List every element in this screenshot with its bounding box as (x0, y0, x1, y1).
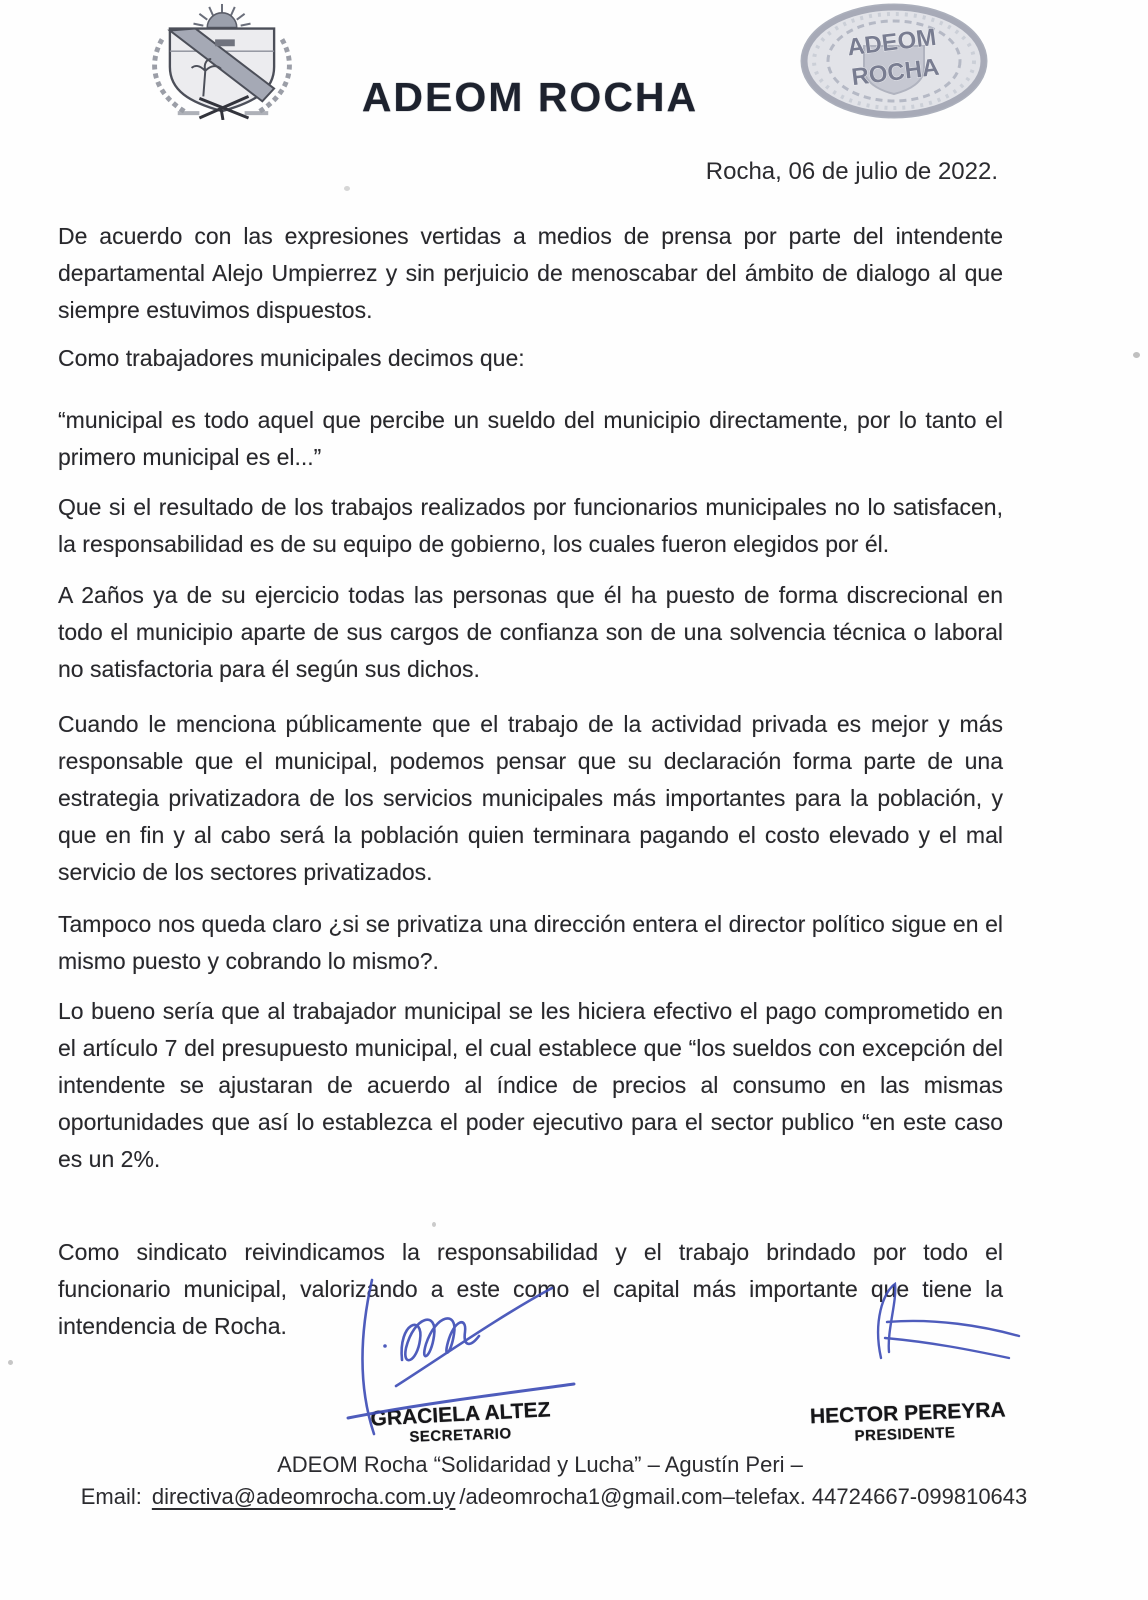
email-address-secondary-telefax: /adeomrocha1@gmail.com–telefax. 44724667-099810643 (459, 1484, 1028, 1509)
seal-text-line2: ROCHA (850, 53, 941, 92)
footer-contact-line (0, 1484, 1108, 1510)
paragraph-2: Como trabajadores municipales decimos que: (58, 345, 525, 371)
president-name: HECTOR PEREYRA (809, 1398, 1006, 1429)
paragraph-5: A 2años ya de su ejercicio todas las personas que él ha puesto de forma discrecional en todo el municipio aparte de sus cargos de confianza son de una solvencia técnica o laboral no satisfactoria para él según sus dichos. (58, 582, 1003, 682)
scan-speck (1133, 352, 1140, 358)
scan-speck (432, 1222, 436, 1227)
seal-text-line1: ADEOM (845, 23, 938, 62)
paragraph-6: Cuando le menciona públicamente que el trabajo de la actividad privada es mejor y más responsable que el municipal, podemos pensar que su declaración forma parte de una estrategia privatizadora de los servicios municipales más importantes para la población, y que en fin y al cabo será la población quien terminara pagando el costo elevado y el mal servicio de los sectores privatizados. (58, 711, 1003, 885)
paragraph-4: Que si el resultado de los trabajos realizados por funcionarios municipales no lo satisfacen, la responsabilidad es de su equipo de gobierno, los cuales fueron elegidos por él. (58, 494, 1003, 557)
scan-speck (8, 1360, 13, 1365)
secretary-name: GRACIELA ALTEZ (369, 1398, 551, 1431)
secretary-signature-icon (340, 1272, 580, 1440)
email-address-primary: directiva@adeomrocha.com.uy (151, 1484, 456, 1509)
president-role: PRESIDENTE (854, 1424, 956, 1445)
paragraph-7: Tampoco nos queda claro ¿si se privatiza una dirección entera el director político sigue en el mismo puesto y cobrando lo mismo?. (58, 911, 1003, 974)
scan-speck (344, 186, 350, 191)
email-label: Email: (80, 1484, 142, 1509)
paragraph-3: “municipal es todo aquel que percibe un sueldo del municipio directamente, por lo tanto el primero municipal es el...” (58, 407, 1003, 470)
page-title: ADEOM ROCHA (361, 74, 699, 120)
date-line: Rocha, 06 de julio de 2022. (705, 158, 998, 185)
adeom-rocha-seal-icon (798, 2, 990, 120)
letter-body (58, 218, 1003, 1345)
paragraph-8: Lo bueno sería que al trabajador municipal se les hiciera efectivo el pago comprometido en el artículo 7 del presupuesto municipal, el cual establece que “los sueldos con excepción del intendente se ajustaran de acuerdo al índice de precios al consumo en las mismas oportunidades que así lo establezca el poder ejecutivo para el sector publico “en este caso es un 2%. (58, 998, 1003, 1172)
secretary-role: SECRETARIO (409, 1425, 512, 1446)
president-signature-icon (843, 1280, 1021, 1360)
paragraph-1: De acuerdo con las expresiones vertidas a medios de prensa por parte del intendente departamental Alejo Umpierrez y sin perjuicio de menoscabar del ámbito de dialogo al que siempre estuvimos dispuestos. (58, 223, 1003, 323)
footer-org-line: ADEOM Rocha “Solidaridad y Lucha” – Agustín Peri – (277, 1452, 803, 1477)
paragraph-9: Como sindicato reivindicamos la responsabilidad y el trabajo brindado por todo el funcionario municipal, valorizando a este como el capital más importante que tiene la intendencia de Rocha. (58, 1239, 1003, 1339)
